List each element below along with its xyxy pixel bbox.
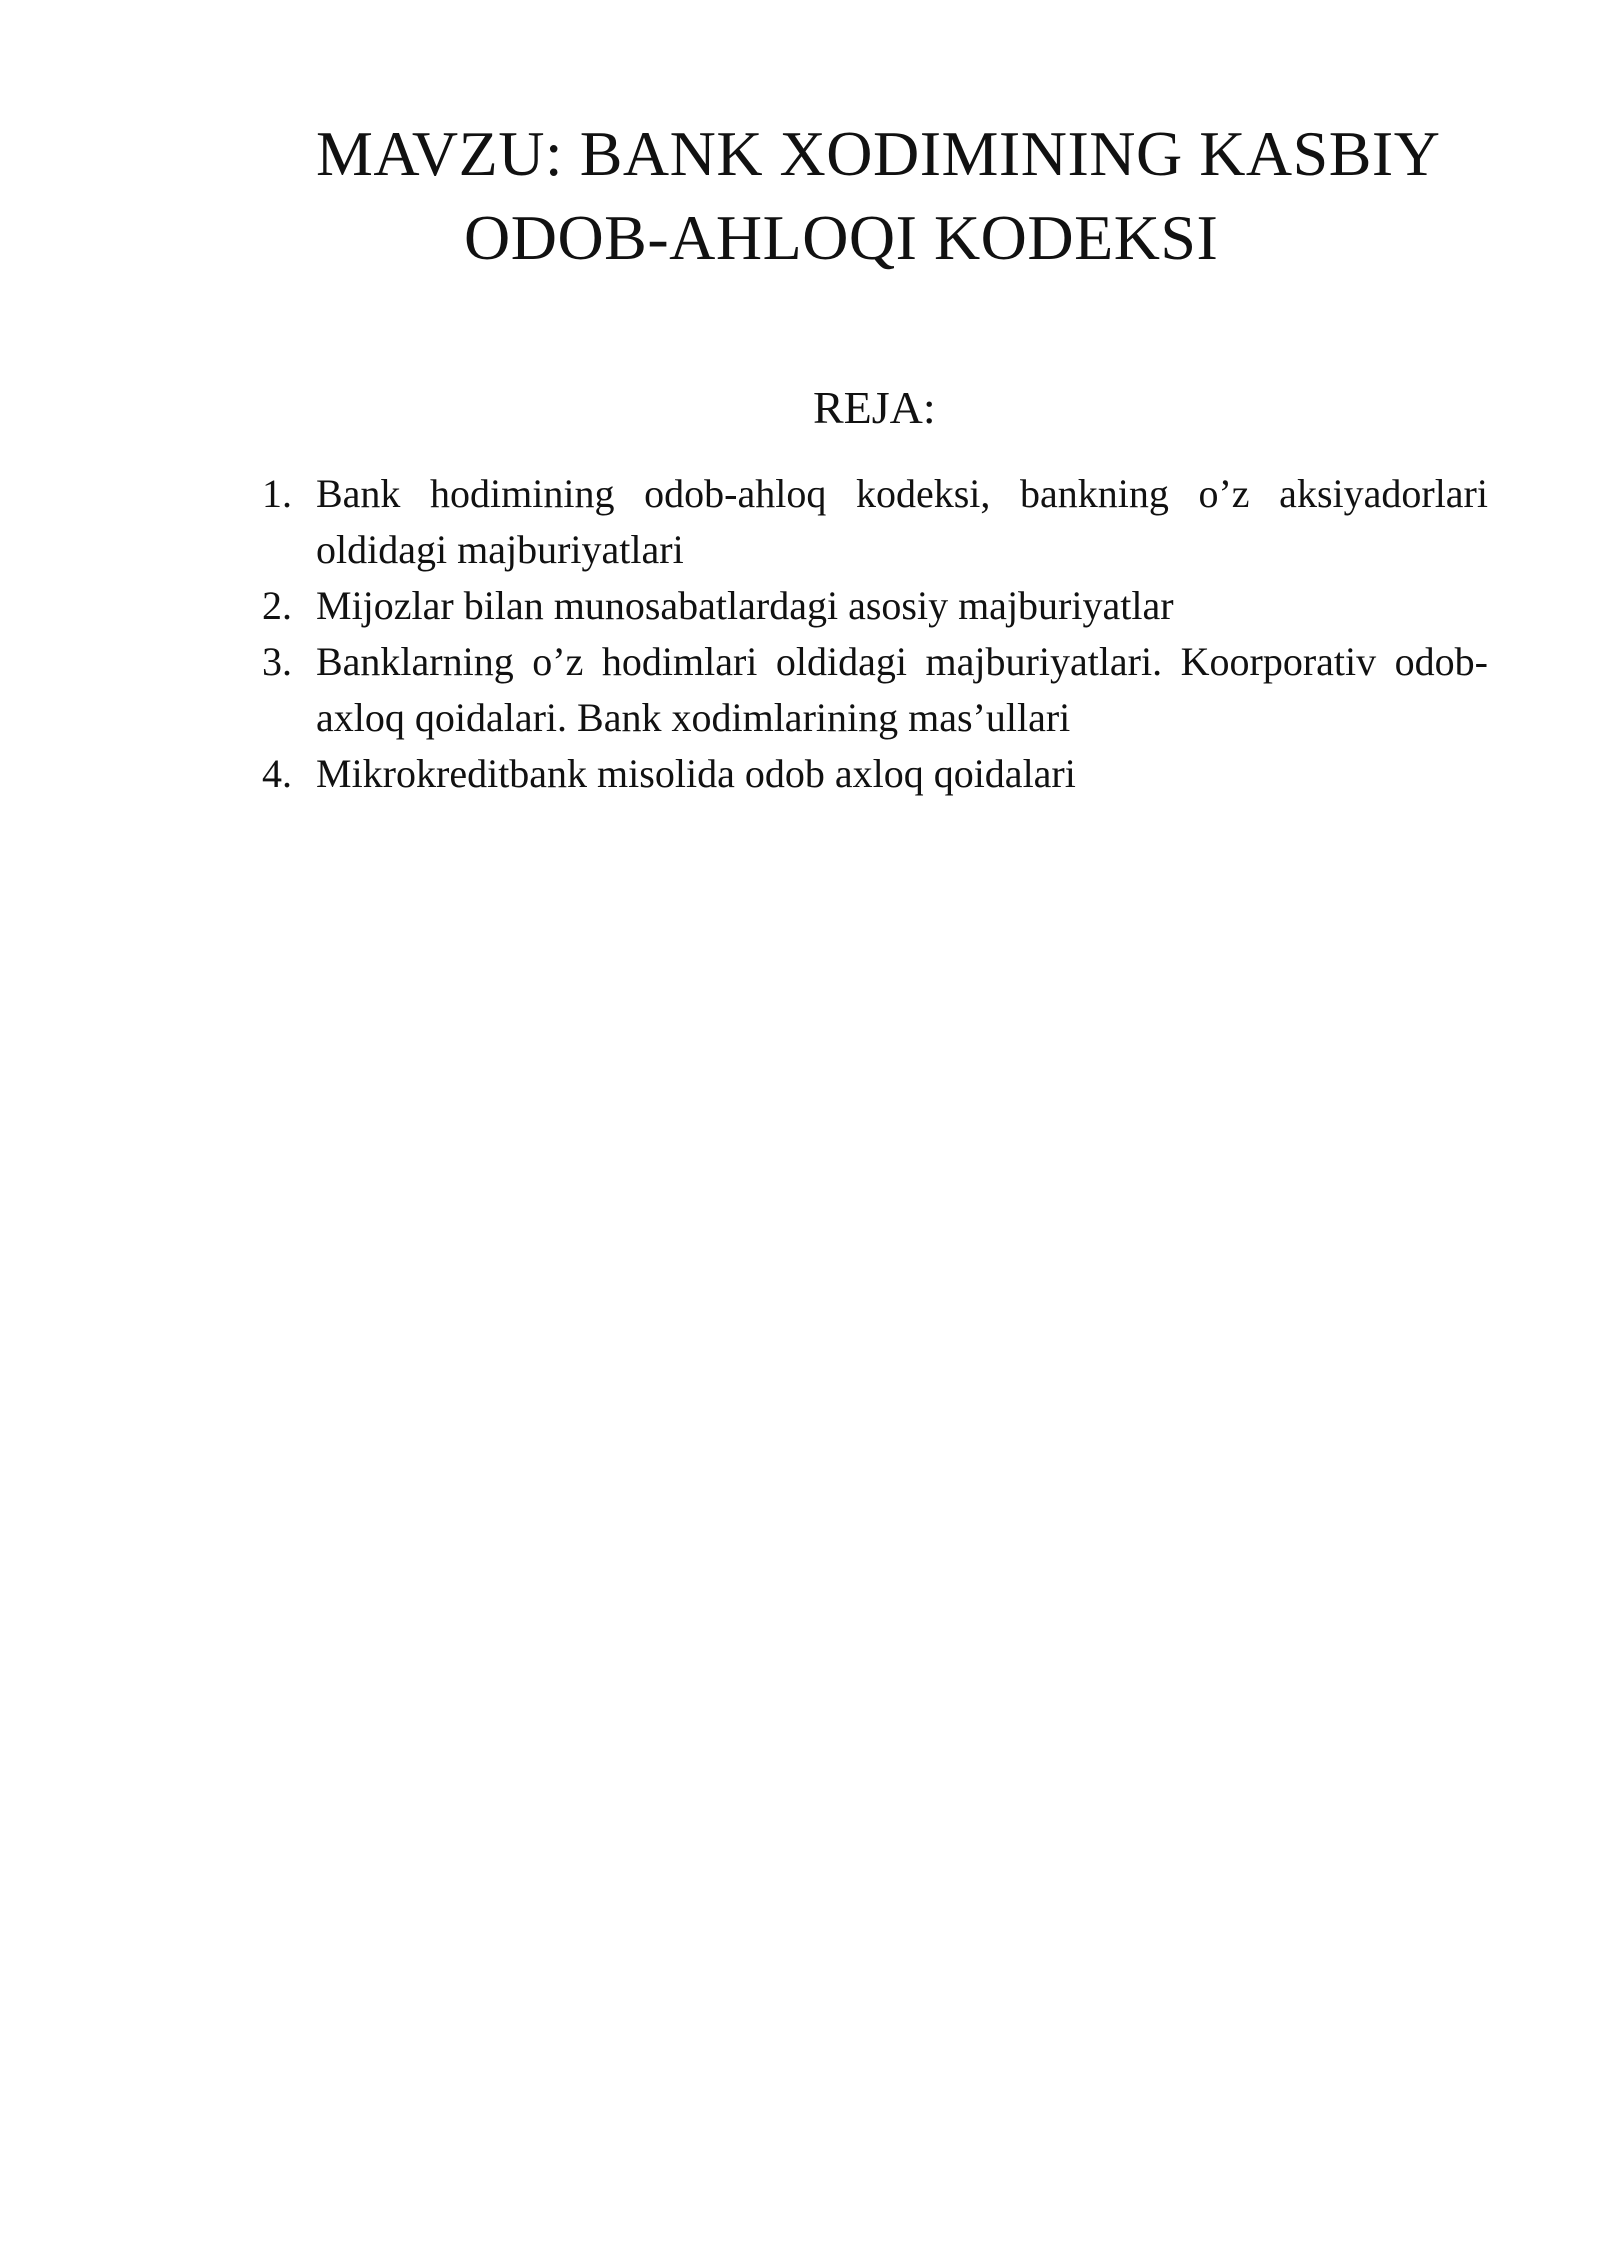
plan-item-2 [262,578,1488,634]
plan-item-1 [262,466,1488,578]
plan-item-text: Bank hodimining odob-ahloq kodeksi, bankning o’z aksiyadorlari oldidagi majburiyatlari [316,471,1488,572]
plan-item-number: 1. [262,471,292,516]
plan-item-text: Banklarning o’z hodimlari oldidagi majburiyatlari. Koorporativ odob-axloq qoidalari. Bank xodimlarining mas’ullari [316,639,1488,740]
plan-item-text: Mijozlar bilan munosabatlardagi asosiy majburiyatlar [316,583,1174,628]
plan-item-3 [262,634,1488,746]
plan-item-number: 4. [262,751,292,796]
plan-list [262,466,1488,802]
document-title-line-2: ODOB-AHLOQI KODEKSI [464,202,1219,273]
plan-heading: REJA: [813,382,936,433]
plan-item-number: 3. [262,639,292,684]
plan-item-number: 2. [262,583,292,628]
plan-item-text: Mikrokreditbank misolida odob axloq qoidalari [316,751,1076,796]
document-title-line-1: MAVZU: BANK XODIMINING KASBIY [316,118,1441,189]
plan-item-4 [262,746,1488,802]
